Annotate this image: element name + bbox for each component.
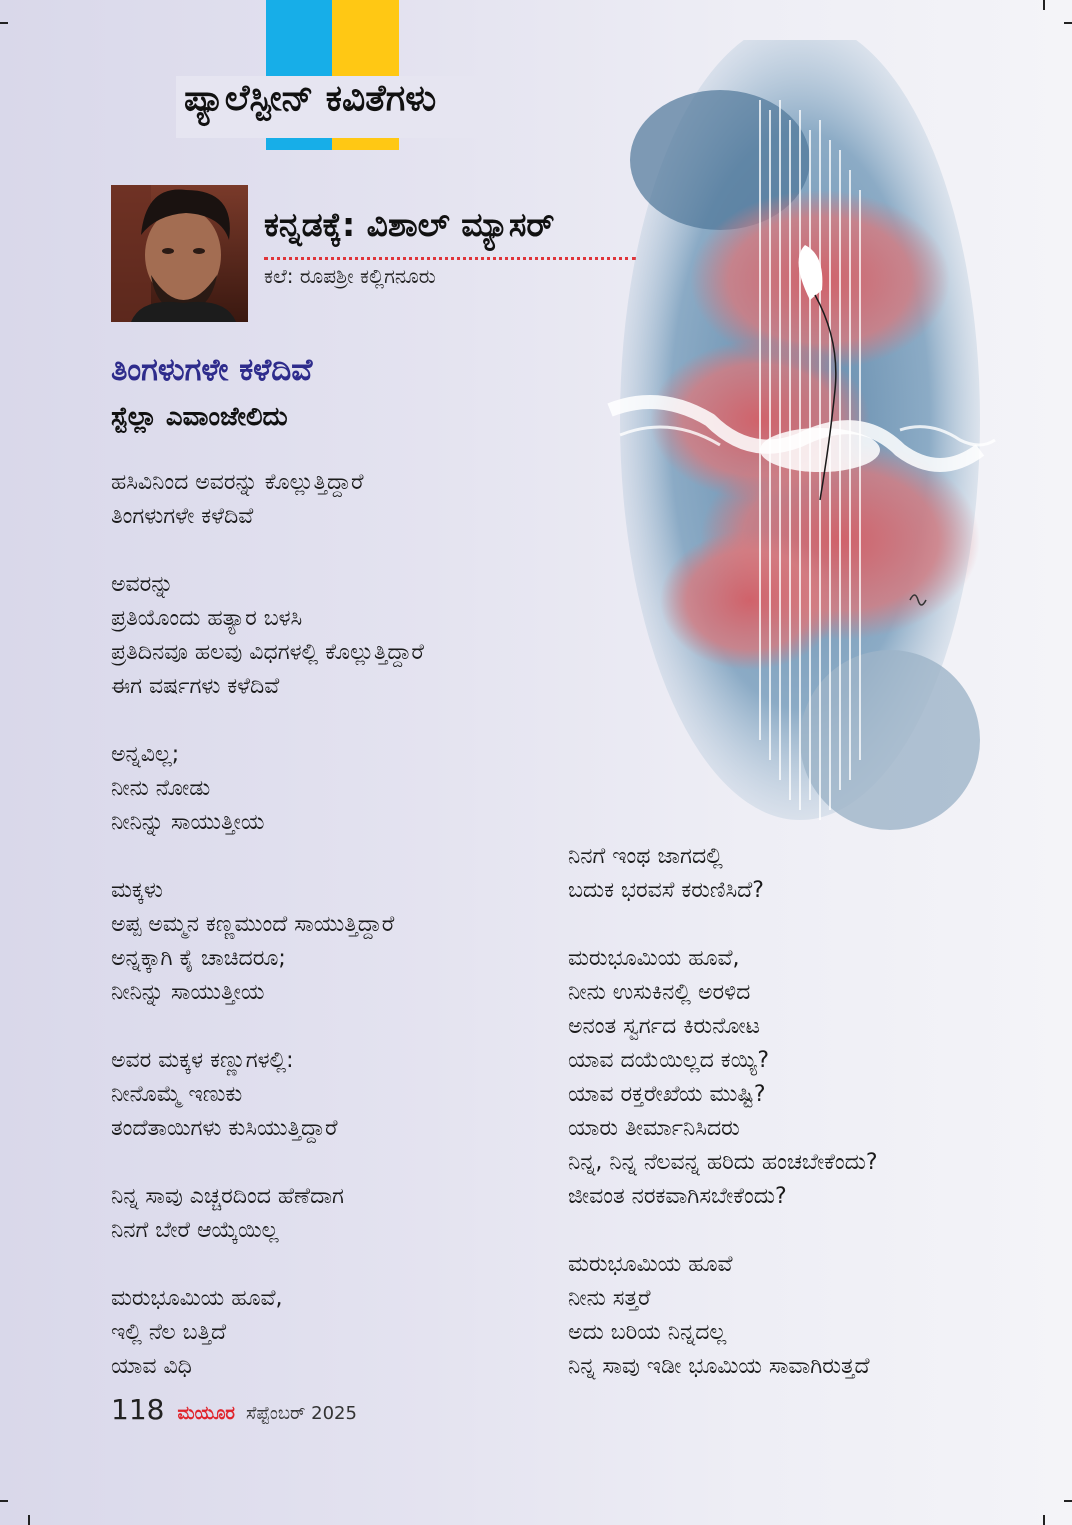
poem-line: ಪ್ರತಿದಿನವೂ ಹಲವು ವಿಧಗಳಲ್ಲಿ ಕೊಲ್ಲುತ್ತಿದ್ದಾರೆ (111, 640, 424, 665)
poet-name: ಸ್ಟೆಲ್ಲಾ ಎವಾಂಜೇಲಿದು (111, 402, 288, 432)
poem-line: ಅನ್ನಕ್ಕಾಗಿ ಕೈ ಚಾಚಿದರೂ; (111, 946, 286, 971)
series-title: ಪ್ಯಾಲೆಸ್ಟೀನ್ ಕವಿತೆಗಳು (184, 78, 437, 119)
stanza (111, 568, 424, 704)
stanza (568, 1248, 878, 1384)
poem-line: ಅವರನ್ನು (111, 572, 174, 597)
poem-line: ತಿಂಗಳುಗಳೇ ಕಳೆದಿವೆ (111, 504, 254, 529)
poem-line: ಮಕ್ಕಳು (111, 878, 163, 903)
crop-mark-top-right (1064, 22, 1072, 24)
poem-line: ಅದು ಬರಿಯ ನಿನ್ನದಲ್ಲ (568, 1320, 727, 1345)
art-credit: ಕಲೆ: ರೂಪಶ್ರೀ ಕಲ್ಲಿಗನೂರು (264, 264, 436, 288)
dotted-divider (264, 257, 636, 260)
poem-line: ನಿನ್ನ ಸಾವು ಎಚ್ಚರದಿಂದ ಹೆಣೆದಾಗ (111, 1184, 344, 1209)
poem-line: ಪ್ರತಿಯೊಂದು ಹತ್ಯಾರ ಬಳಸಿ (111, 606, 303, 631)
translator-credit: ಕನ್ನಡಕ್ಕೆ: ವಿಶಾಲ್ ಮ್ಯಾಸರ್ (264, 205, 555, 244)
poem-line: ನೀನು ಉಸುಕಿನಲ್ಲಿ ಅರಳಿದ (568, 980, 751, 1005)
poem-line: ಯಾವ ದಯೆಯಿಲ್ಲದ ಕಯ್ಯಿ? (568, 1048, 770, 1073)
stanza (111, 1180, 424, 1248)
poem-line: ಮರುಭೂಮಿಯ ಹೂವೆ, (568, 946, 740, 971)
abstract-watercolor-artwork (600, 40, 1000, 840)
stanza (111, 874, 424, 1010)
stanza (111, 466, 424, 534)
crop-mark-bottom-right (1064, 1500, 1072, 1502)
poem-line: ನೀನಿನ್ನು ಸಾಯುತ್ತೀಯ (111, 980, 265, 1005)
stanza (111, 1044, 424, 1146)
poem-line: ಬದುಕ ಭರವಸೆ ಕರುಣಿಸಿದೆ? (568, 878, 764, 903)
poem-line: ಜೀವಂತ ನರಕವಾಗಿಸಬೇಕೆಂದು? (568, 1184, 787, 1209)
poem-line: ಮರುಭೂಮಿಯ ಹೂವೆ, (111, 1286, 283, 1311)
page-footer (111, 1393, 357, 1426)
poem-line: ಅನಂತ ಸ್ವರ್ಗದ ಕಿರುನೋಟ (568, 1014, 761, 1039)
stanza (111, 738, 424, 840)
poem-line: ತಂದೆತಾಯಿಗಳು ಕುಸಿಯುತ್ತಿದ್ದಾರೆ (111, 1116, 338, 1141)
poem-line: ನಿನಗೆ ಬೇರೆ ಆಯ್ಕೆಯಿಲ್ಲ (111, 1218, 279, 1243)
translator-portrait (111, 185, 248, 322)
stanza (568, 942, 878, 1214)
issue-date: ಸೆಪ್ಟೆಂಬರ್ 2025 (246, 1403, 357, 1424)
stanza (568, 840, 878, 908)
crop-mark-top-left (0, 22, 8, 24)
poem-right-column (568, 840, 878, 1384)
poem-line: ನೀನು ಸತ್ತರೆ (568, 1286, 651, 1311)
poem-line: ನೀನು ನೋಡು (111, 776, 211, 801)
crop-mark-bottom-left (0, 1500, 8, 1502)
poem-line: ನಿನಗೆ ಇಂಥ ಜಾಗದಲ್ಲಿ (568, 844, 723, 869)
crop-mark-bottom-left-v (28, 1515, 30, 1525)
magazine-logo: ಮಯೂರ (177, 1403, 235, 1424)
poem-line: ಇಲ್ಲಿ ನೆಲ ಬತ್ತಿದೆ (111, 1320, 227, 1345)
poem-line: ಯಾವ ವಿಧಿ (111, 1354, 192, 1379)
poem-line: ಈಗ ವರ್ಷಗಳು ಕಳೆದಿವೆ (111, 674, 280, 699)
poem-line: ಯಾರು ತೀರ್ಮಾನಿಸಿದರು (568, 1116, 740, 1141)
crop-mark-bottom-right-v (1043, 1515, 1045, 1525)
poem-line: ನಿನ್ನ ಸಾವು ಇಡೀ ಭೂಮಿಯ ಸಾವಾಗಿರುತ್ತದೆ (568, 1354, 870, 1379)
poem-line: ಮರುಭೂಮಿಯ ಹೂವೆ (568, 1252, 733, 1277)
poem-line: ಯಾವ ರಕ್ತರೇಖೆಯ ಮುಷ್ಟಿ? (568, 1082, 766, 1107)
stanza (111, 1282, 424, 1384)
poem-line: ಹಸಿವಿನಿಂದ ಅವರನ್ನು ಕೊಲ್ಲುತ್ತಿದ್ದಾರೆ (111, 470, 364, 495)
poem-line: ಅಪ್ಪ ಅಮ್ಮನ ಕಣ್ಣಮುಂದೆ ಸಾಯುತ್ತಿದ್ದಾರೆ (111, 912, 395, 937)
poem-title: ತಿಂಗಳುಗಳೇ ಕಳೆದಿವೆ (111, 352, 313, 388)
poem-left-column (111, 466, 424, 1384)
poem-line: ನೀನೊಮ್ಮೆ ಇಣುಕು (111, 1082, 243, 1107)
poem-line: ಅವರ ಮಕ್ಕಳ ಕಣ್ಣುಗಳಲ್ಲಿ: (111, 1048, 294, 1073)
poem-line: ನಿನ್ನ, ನಿನ್ನ ನೆಲವನ್ನ ಹರಿದು ಹಂಚಬೇಕೆಂದು? (568, 1150, 878, 1175)
page-number: 118 (111, 1393, 165, 1426)
crop-mark-top-right-v (1043, 0, 1045, 10)
poem-line: ಅನ್ನವಿಲ್ಲ; (111, 742, 180, 767)
poem-line: ನೀನಿನ್ನು ಸಾಯುತ್ತೀಯ (111, 810, 265, 835)
